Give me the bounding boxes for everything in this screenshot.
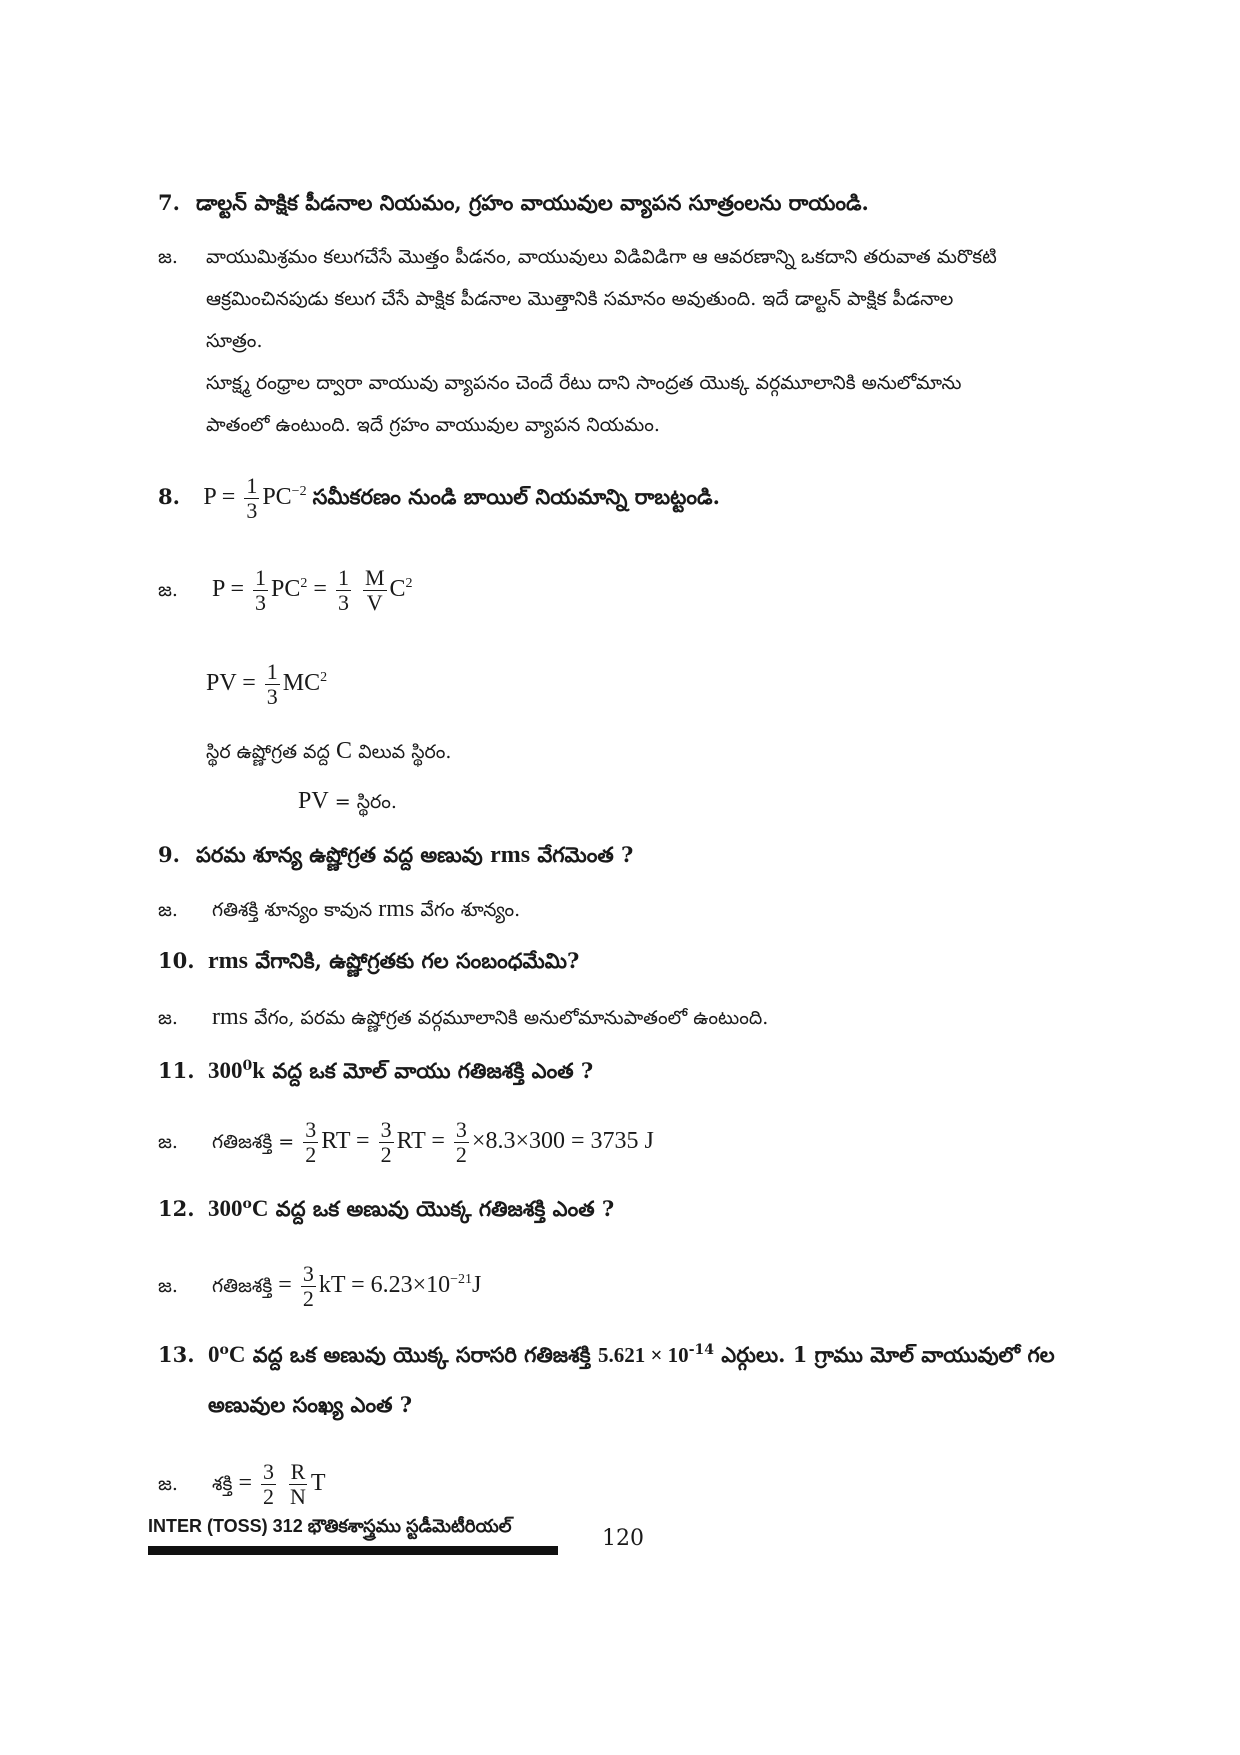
fraction — [301, 1262, 316, 1311]
fraction — [288, 1460, 308, 1509]
fraction — [336, 566, 351, 615]
numerator: 3 — [302, 1261, 314, 1286]
question-7 — [158, 190, 869, 221]
text: గతిజశక్తి = — [212, 1131, 295, 1154]
answer-8-line-3 — [206, 738, 451, 768]
answer-marker: జ. — [158, 246, 178, 268]
exponent: 2 — [300, 576, 308, 592]
answer-9 — [158, 896, 520, 926]
answer-marker: జ. — [158, 579, 178, 602]
numerator: 3 — [305, 1117, 317, 1142]
equation — [203, 473, 312, 523]
fraction — [265, 660, 280, 709]
answer-7-paragraph-2 — [206, 362, 1096, 446]
footer-rule — [148, 1546, 558, 1555]
question-text: అణువుల సంఖ్య ఎంత ? — [208, 1392, 413, 1417]
unit: C — [251, 1196, 269, 1221]
equation — [278, 1261, 482, 1311]
answer-marker: జ. — [158, 1275, 178, 1298]
fraction — [363, 566, 387, 615]
answer-8-line-4 — [298, 788, 397, 818]
numerator: 1 — [255, 565, 267, 590]
question-text: 1 గ్రాము మోల్ వాయువులో గల — [792, 1342, 1055, 1367]
equals: = — [313, 576, 327, 603]
text: = స్థిరం. — [334, 791, 397, 813]
question-13 — [158, 1342, 1055, 1373]
answer-marker: జ. — [158, 1007, 178, 1029]
denominator: 3 — [337, 590, 349, 615]
denominator: V — [366, 590, 383, 615]
numerator: R — [290, 1459, 306, 1484]
answer-13 — [158, 1460, 326, 1509]
exponent: −21 — [450, 1272, 473, 1288]
symbol-pv: PV — [298, 788, 329, 814]
temperature: 300 — [208, 1196, 243, 1221]
denominator: 2 — [302, 1286, 314, 1311]
fraction — [303, 1118, 318, 1167]
text: గతిశక్తి శూన్యం కావున — [212, 899, 373, 921]
denominator: 2 — [263, 1484, 275, 1509]
rms-term: rms — [490, 842, 531, 868]
numerator: 1 — [266, 659, 278, 684]
unit: J — [472, 1272, 482, 1299]
question-text: పరమ శూన్య ఉష్ణోగ్రత వద్ద అణువు — [196, 842, 483, 867]
text: స్థిర ఉష్ణోగ్రత వద్ద — [206, 741, 330, 763]
footer-title: INTER (TOSS) 312 భౌతికశాస్త్రము స్టడీమెటీరియల్ — [148, 1516, 512, 1536]
question-text: ఎర్గులు. — [721, 1342, 786, 1367]
numerator: 3 — [263, 1459, 275, 1484]
question-12 — [158, 1196, 614, 1227]
eq-term: ×8.3×300 = 3735 J — [471, 1128, 654, 1155]
question-text: వద్ద ఒక మోల్ వాయు గతిజశక్తి ఎంత ? — [272, 1058, 594, 1083]
question-number: 9. — [158, 842, 180, 867]
text: గతిజశక్తి — [212, 1275, 273, 1298]
eq-term: C — [389, 576, 406, 603]
eq-term: PC — [271, 576, 301, 603]
question-text: వేగమెంత ? — [537, 842, 634, 867]
text-line: ఆక్రమించినపుడు కలుగ చేసే పాక్షిక పీడనాల మొత్తానికి సమానం అవుతుంది. ఇదే డాల్టన్ పాక్షిక పీడనాల — [206, 288, 954, 310]
temperature: 0 — [208, 1342, 220, 1367]
eq-rhs: MC — [282, 670, 321, 697]
eq-term: RT = — [396, 1128, 445, 1155]
denominator: 2 — [380, 1142, 392, 1167]
text: వేగం శూన్యం. — [420, 899, 521, 921]
question-13-line-2 — [208, 1392, 412, 1423]
eq-rhs: PC — [262, 484, 292, 511]
equation — [238, 1459, 326, 1509]
eq-rhs: kT = 6.23×10 — [318, 1272, 451, 1299]
numerator: 1 — [246, 473, 258, 498]
exponent: 2 — [405, 576, 413, 592]
text: విలువ స్థిరం. — [358, 741, 452, 763]
text: శక్తి — [212, 1473, 233, 1496]
text-line: సూక్ష్మ రంధ్రాల ద్వారా వాయువు వ్యాపనం చెందే రేటు దాని సాంద్రత యొక్క వర్గమూలానికి అనులోమాను — [206, 372, 962, 394]
numerator: 3 — [455, 1117, 467, 1142]
denominator: N — [290, 1484, 306, 1509]
answer-marker: జ. — [158, 899, 178, 921]
page-number: 120 — [602, 1526, 644, 1551]
equation — [212, 565, 413, 615]
eq-lhs: P = — [212, 576, 245, 603]
fraction — [379, 1118, 394, 1167]
eq-lhs: P = — [203, 484, 236, 511]
question-number: 12. — [158, 1196, 195, 1221]
equals: = — [238, 1470, 253, 1497]
question-number: 7. — [158, 190, 180, 215]
answer-marker-7 — [158, 246, 178, 273]
text-line: వాయుమిశ్రమం కలుగచేసే మొత్తం పీడనం, వాయువులు విడివిడిగా ఆ ఆవరణాన్ని ఒకదాని తరువాత మరొకటి — [206, 246, 997, 268]
unit: C — [228, 1342, 246, 1367]
eq-term: T — [310, 1470, 326, 1497]
fraction — [244, 474, 259, 523]
degree: o — [242, 1196, 252, 1212]
eq-term: RT = — [321, 1128, 370, 1155]
denominator: 3 — [266, 684, 278, 709]
question-10 — [158, 948, 579, 979]
numerator: 1 — [337, 565, 349, 590]
equation — [206, 659, 328, 709]
denominator: 2 — [305, 1142, 317, 1167]
answer-7-paragraph-1 — [206, 236, 1096, 362]
text-line: పాతంలో ఉంటుంది. ఇదే గ్రహం వాయువుల వ్యాపన నియమం. — [206, 414, 660, 436]
exponent: −2 — [291, 484, 307, 500]
unit: k — [252, 1058, 266, 1083]
answer-marker: జ. — [158, 1131, 178, 1154]
value: 5.621 × 10 — [597, 1343, 689, 1367]
question-text: వేగానికి, ఉష్ణోగ్రతకు గల సంబంధమేమి? — [255, 948, 580, 973]
fraction — [253, 566, 268, 615]
denominator: 3 — [246, 498, 258, 523]
answer-8-line-1 — [158, 566, 413, 615]
question-8 — [158, 474, 720, 523]
rms-term: rms — [378, 896, 415, 922]
exponent: 2 — [320, 670, 328, 686]
degree: 0 — [242, 1058, 253, 1074]
question-text: వద్ద ఒక అణువు యొక్క గతిజశక్తి ఎంత ? — [275, 1196, 615, 1221]
answer-10 — [158, 1004, 768, 1034]
answer-marker: జ. — [158, 1473, 178, 1496]
symbol-c: C — [336, 738, 353, 764]
eq-lhs: PV = — [206, 670, 256, 697]
fraction — [261, 1460, 276, 1509]
exponent: -14 — [688, 1342, 714, 1358]
question-number: 13. — [158, 1342, 195, 1367]
question-text: డాల్టన్ పాక్షిక పీడనాల నియమం, గ్రహం వాయువుల వ్యాపన సూత్రంలను రాయండి. — [196, 190, 869, 215]
text: వేగం, పరమ ఉష్ణోగ్రత వర్గమూలానికి అనులోమానుపాతంలో ఉంటుంది. — [254, 1007, 769, 1029]
answer-12 — [158, 1262, 481, 1311]
answer-11 — [158, 1118, 654, 1167]
fraction — [454, 1118, 469, 1167]
equals: = — [278, 1272, 292, 1299]
answer-8-line-2 — [206, 660, 327, 709]
degree: o — [219, 1342, 229, 1358]
numerator: M — [364, 565, 385, 590]
question-text: సమీకరణం నుండి బాయిల్ నియమాన్ని రాబట్టండి. — [312, 484, 720, 510]
temperature: 300 — [208, 1058, 243, 1083]
denominator: 2 — [455, 1142, 467, 1167]
numerator: 3 — [380, 1117, 392, 1142]
equation — [300, 1117, 654, 1167]
question-text: వద్ద ఒక అణువు యొక్క సరాసరి గతిజశక్తి — [252, 1342, 591, 1367]
question-number: 11. — [158, 1058, 195, 1083]
rms-term: rms — [208, 948, 248, 974]
question-9 — [158, 842, 633, 873]
denominator: 3 — [255, 590, 267, 615]
question-number: 10. — [158, 948, 195, 973]
question-11 — [158, 1058, 593, 1089]
question-number: 8. — [158, 484, 180, 510]
text-line: సూత్రం. — [206, 330, 263, 352]
rms-term: rms — [212, 1004, 249, 1030]
